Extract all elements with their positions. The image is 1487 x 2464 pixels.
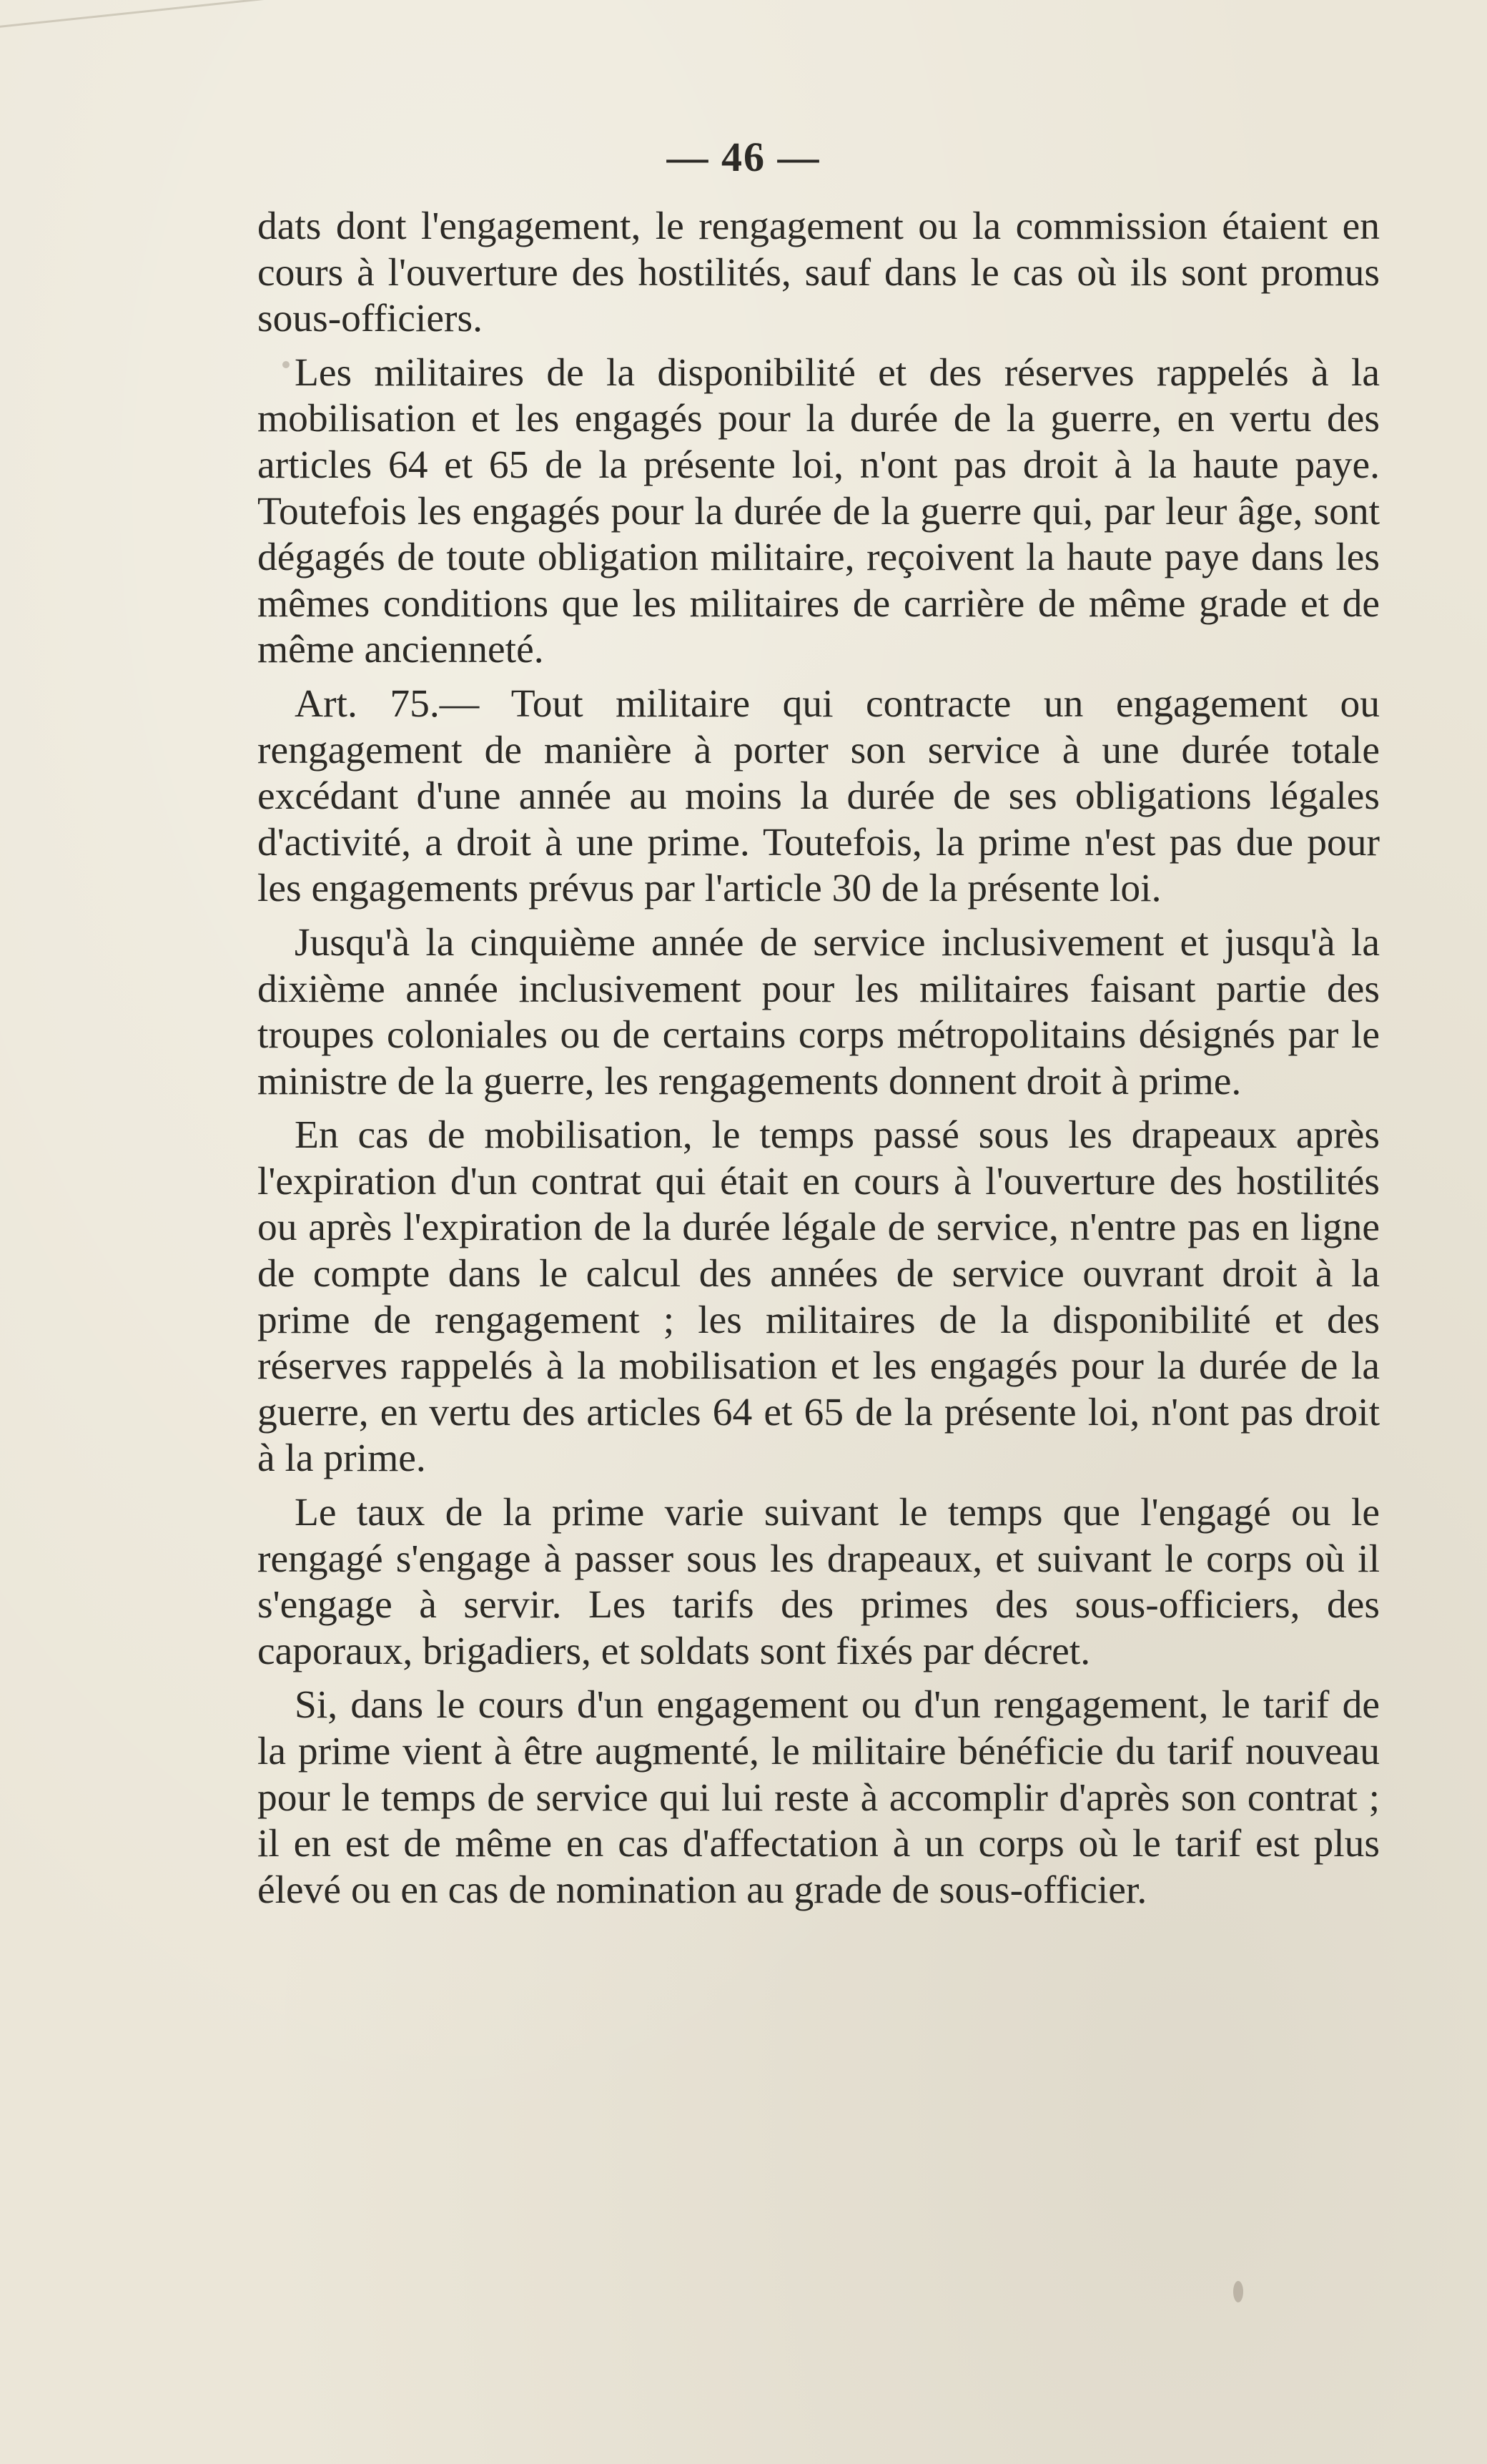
paragraph-service-years: Jusqu'à la cinquième année de service inclusivement et jusqu'à la dixième année inclusivement pour les militaires faisant partie des troupes coloniales ou de certains corps métropolitains désignés par le ministre de la guerre, les rengagements donnent droit à prime.	[257, 920, 1380, 1103]
paragraph-reservists-high-pay: Les militaires de la disponibilité et des réserves rappelés à la mobilisation et les engagés pour la durée de la guerre, en vertu des articles 64 et 65 de la présente loi, n'ont pas droit à la haute paye. Toutefois les engagés pour la durée de la guerre qui, par leur âge, sont dégagés de toute obligation militaire, reçoivent la haute paye dans les mêmes conditions que les militaires de carrière de même grade et de même ancienneté.	[257, 350, 1380, 672]
paper-crease	[0, 0, 412, 31]
page-number: — 46 —	[666, 134, 821, 180]
paragraph-mobilisation: En cas de mobilisation, le temps passé sous les drapeaux après l'expiration d'un contrat qui était en cours à l'ouverture des hostilités ou après l'expiration de la durée légale de service, n'entre pas en ligne de compte dans le calcul des années de service ouvrant droit à la prime de rengagement ; les militaires de la disponibilité et des réserves rappelés à la mobilisation et les engagés pour la durée de la guerre, en vertu des articles 64 et 65 de la présente loi, n'ont pas droit à la prime.	[257, 1113, 1380, 1481]
paragraph-continuation: dats dont l'engagement, le rengagement ou la commission étaient en cours à l'ouverture des hostilités, sauf dans le cas où ils sont promus sous-officiers.	[257, 204, 1380, 341]
paper-speck	[1233, 2281, 1243, 2302]
paper-speck	[282, 361, 290, 368]
body-text	[257, 204, 1380, 1921]
paragraph-tariff-increase: Si, dans le cours d'un engagement ou d'un rengagement, le tarif de la prime vient à être augmenté, le militaire bénéficie du tarif nouveau pour le temps de service qui lui reste à accomplir d'après son contrat ; il en est de même en cas d'affectation à un corps où le tarif est plus élevé ou en cas de nomination au grade de sous-officier.	[257, 1683, 1380, 1912]
paragraph-article-75: Art. 75.— Tout militaire qui contracte un engagement ou rengagement de manière à porter son service à une durée totale excédant d'une année au moins la durée de ses obligations légales d'activité, a droit à une prime. Toutefois, la prime n'est pas due pour les engagements prévus par l'article 30 de la présente loi.	[257, 681, 1380, 911]
paragraph-premium-rate: Le taux de la prime varie suivant le temps que l'engagé ou le rengagé s'engage à passer sous les drapeaux, et suivant le corps où il s'engage à servir. Les tarifs des primes des sous-officiers, des caporaux, brigadiers, et soldats sont fixés par décret.	[257, 1491, 1380, 1673]
